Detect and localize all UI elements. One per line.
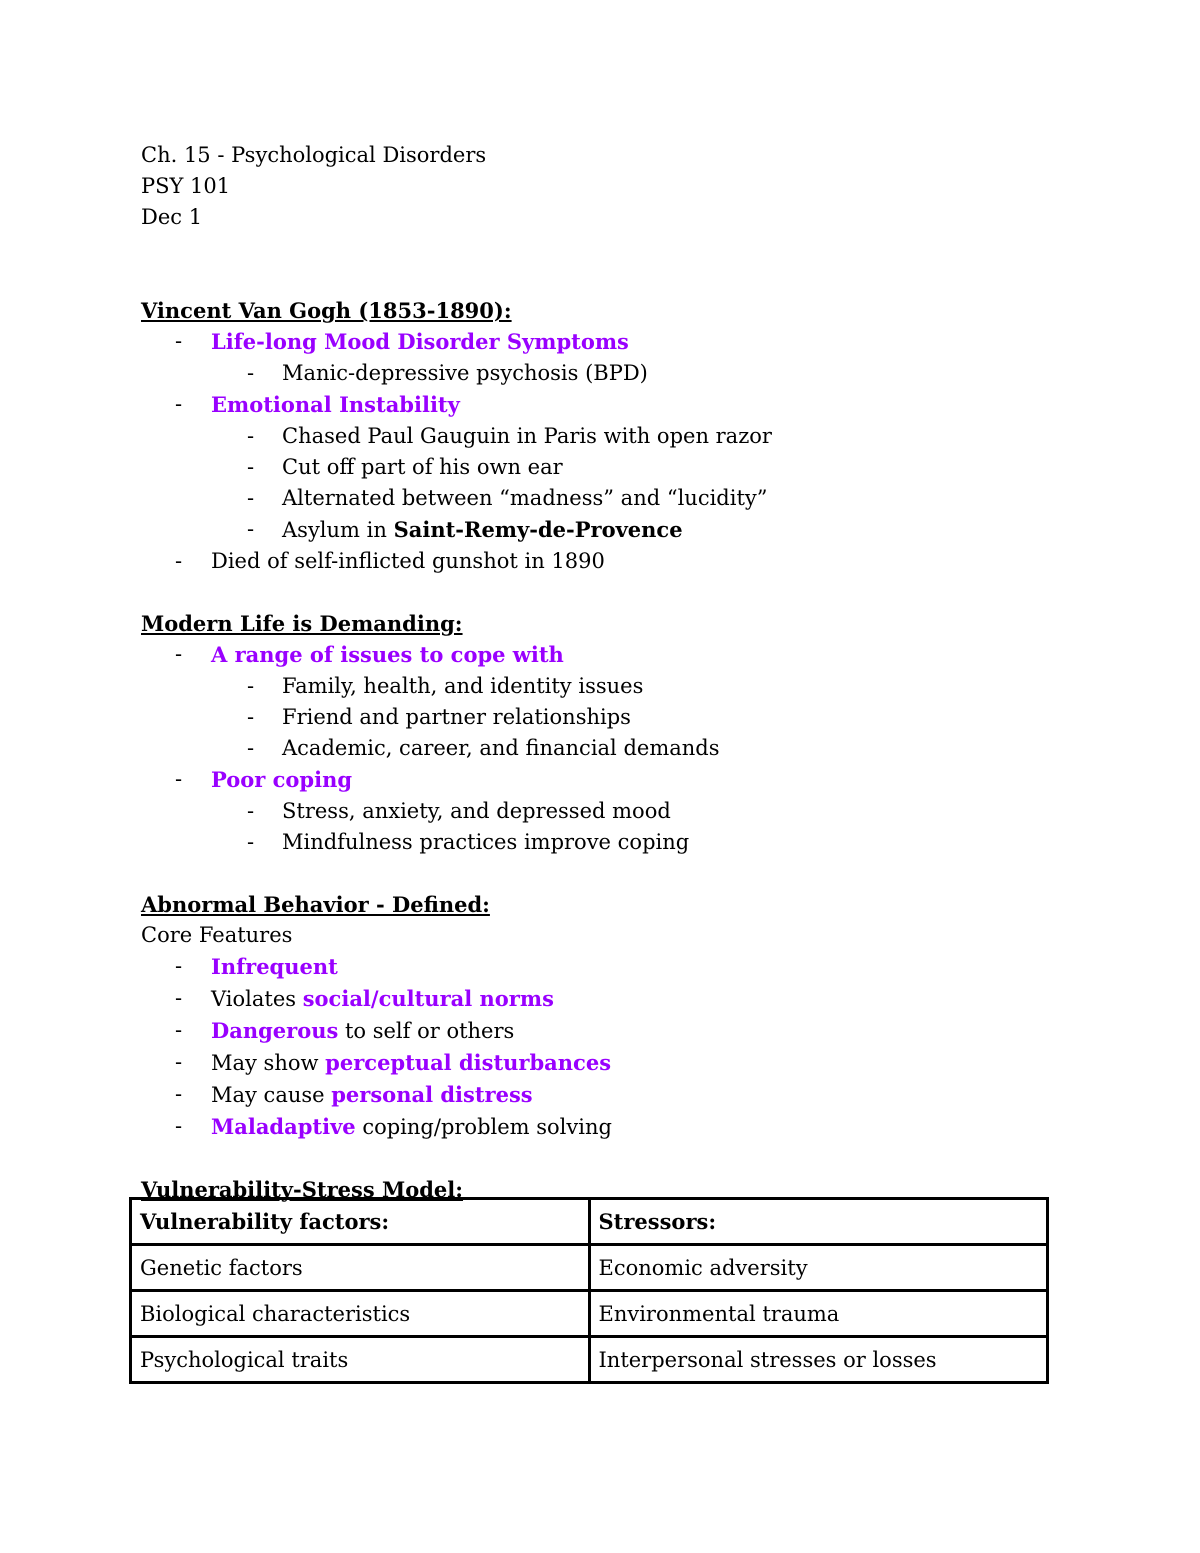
list-item: - Life-long Mood Disorder Symptoms bbox=[141, 326, 1061, 358]
table-row bbox=[131, 1245, 1048, 1291]
spacer bbox=[141, 1143, 1061, 1174]
bullet-dash: - bbox=[175, 329, 183, 353]
list-item: - Chased Paul Gauguin in Paris with open razor bbox=[141, 421, 1061, 452]
bullet-dash: - bbox=[175, 642, 183, 666]
list-item: - Emotional Instability bbox=[141, 389, 1061, 421]
bullet-dash: - bbox=[247, 486, 255, 510]
bullet-dash: - bbox=[247, 705, 255, 729]
spacer bbox=[141, 233, 1061, 295]
list-item: - May cause personal distress bbox=[141, 1079, 1061, 1111]
bullet-dash: - bbox=[247, 361, 255, 385]
spacer bbox=[141, 577, 1061, 608]
bullet-dash: - bbox=[247, 674, 255, 698]
bullet-dash: - bbox=[247, 517, 255, 541]
list-item: - Cut off part of his own ear bbox=[141, 452, 1061, 483]
list-item: - Manic-depressive psychosis (BPD) bbox=[141, 358, 1061, 389]
list-item: - Mindfulness practices improve coping bbox=[141, 827, 1061, 858]
bullet-dash: - bbox=[175, 549, 183, 573]
list-item: - Died of self-inflicted gunshot in 1890 bbox=[141, 546, 1061, 577]
chapter-title: Ch. 15 - Psychological Disorders bbox=[141, 143, 487, 167]
document-page bbox=[141, 140, 1061, 1205]
lecture-date: Dec 1 bbox=[141, 205, 203, 229]
list-item: - Alternated between “madness” and “lucidity” bbox=[141, 483, 1061, 514]
section-heading-abnormal-behavior: Abnormal Behavior - Defined: bbox=[141, 892, 490, 917]
table-cell: Biological characteristics bbox=[131, 1291, 590, 1337]
list-item: - Stress, anxiety, and depressed mood bbox=[141, 796, 1061, 827]
bullet-dash: - bbox=[247, 455, 255, 479]
list-item: - Maladaptive coping/problem solving bbox=[141, 1111, 1061, 1143]
table-row bbox=[131, 1291, 1048, 1337]
table-header-row bbox=[131, 1199, 1048, 1245]
list-item: - A range of issues to cope with bbox=[141, 639, 1061, 671]
bullet-dash: - bbox=[247, 424, 255, 448]
list-item: - Infrequent bbox=[141, 951, 1061, 983]
table-cell: Genetic factors bbox=[131, 1245, 590, 1291]
column-header-vulnerability: Vulnerability factors: bbox=[131, 1199, 590, 1245]
list-item: - Academic, career, and financial demands bbox=[141, 733, 1061, 764]
list-item: - Asylum in Saint-Remy-de-Provence bbox=[141, 514, 1061, 546]
bullet-dash: - bbox=[247, 830, 255, 854]
list-item: - Friend and partner relationships bbox=[141, 702, 1061, 733]
bullet-dash: - bbox=[175, 767, 183, 791]
table-cell: Environmental trauma bbox=[589, 1291, 1048, 1337]
list-item: - Poor coping bbox=[141, 764, 1061, 796]
spacer bbox=[141, 858, 1061, 889]
bullet-dash: - bbox=[175, 1018, 183, 1042]
bullet-dash: - bbox=[175, 986, 183, 1010]
bullet-dash: - bbox=[175, 1114, 183, 1138]
table-cell: Interpersonal stresses or losses bbox=[589, 1337, 1048, 1383]
list-item: - Dangerous to self or others bbox=[141, 1015, 1061, 1047]
list-item: - Family, health, and identity issues bbox=[141, 671, 1061, 702]
bullet-dash: - bbox=[175, 1082, 183, 1106]
subheading-core-features: Core Features bbox=[141, 923, 293, 947]
list-item: - May show perceptual disturbances bbox=[141, 1047, 1061, 1079]
bullet-dash: - bbox=[247, 736, 255, 760]
column-header-stressors: Stressors: bbox=[589, 1199, 1048, 1245]
section-heading-vulnerability-stress: Vulnerability-Stress Model: bbox=[141, 1177, 464, 1202]
bullet-dash: - bbox=[247, 799, 255, 823]
table-cell: Economic adversity bbox=[589, 1245, 1048, 1291]
bullet-dash: - bbox=[175, 954, 183, 978]
course-code: PSY 101 bbox=[141, 174, 231, 198]
table-row bbox=[131, 1337, 1048, 1383]
list-item: - Violates social/cultural norms bbox=[141, 983, 1061, 1015]
vulnerability-stress-table bbox=[129, 1197, 1049, 1384]
bullet-dash: - bbox=[175, 1050, 183, 1074]
section-heading-modern-life: Modern Life is Demanding: bbox=[141, 611, 463, 636]
section-heading-van-gogh: Vincent Van Gogh (1853-1890): bbox=[141, 298, 512, 323]
table-cell: Psychological traits bbox=[131, 1337, 590, 1383]
bullet-dash: - bbox=[175, 392, 183, 416]
